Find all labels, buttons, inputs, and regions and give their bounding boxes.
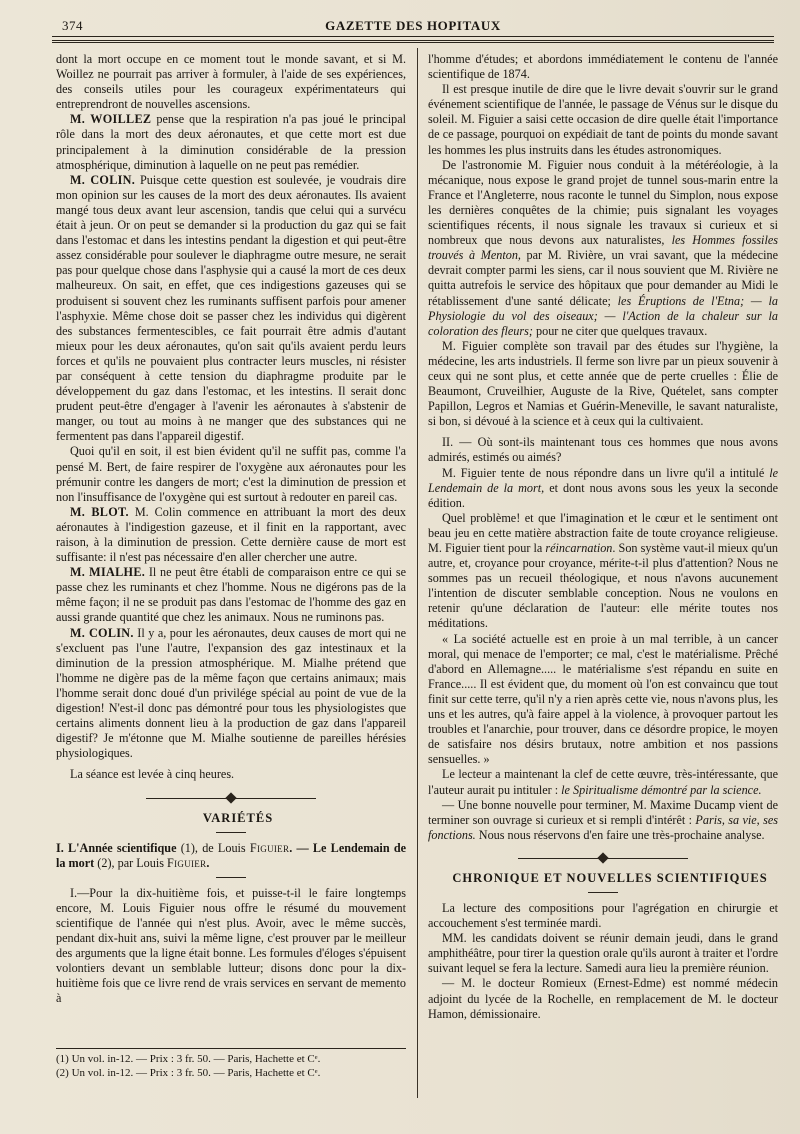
paragraph: « La société actuelle est en proie à un mal terrible, à un cancer moral, qui menace de l'emporter; ce mal, c'est le matérialisme. Prêché d'abord en Allemagne..... le matérialisme s'est répandu en suite en France..... Il est évident que, du moment où l'on est convaincu que tout finit sur cette terre, qu'il n'y a rien après cette vie, nous n'avons plus, les uns et les autres, qu'à faire appel à la violence, à provoquer partout les troubles et l'anarchie, pour trouver, dans ce désordre propice, le moyen de satisfaire nos désirs brutaux, notre ambition et nos passions sensuelles. » (428, 631, 778, 767)
paragraph: — Une bonne nouvelle pour terminer, M. Maxime Ducamp vient de terminer son ouvrage si curieux et si rempli d'intérêt : Paris, sa vie, ses fonctions. Nous nous réservons d'en faire une très-prochaine analyse. (428, 797, 778, 842)
paragraph: MM. les candidats doivent se réunir demain jeudi, dans le grand amphithéâtre, pour tirer la question orale qu'ils auront à traiter et l'ordre suivant lequel se fera la lecture. Samedi aura lieu la première réunion. (428, 931, 778, 976)
paragraph (56, 565, 406, 625)
paragraph: M. Figuier tente de nous répondre dans un livre qu'il a intitulé le Lendemain de la mort, et dont nous avons sous les yeux la seconde édition. (428, 465, 779, 510)
paragraph (56, 626, 406, 762)
page-header (52, 14, 774, 36)
paragraph: l'homme d'études; et abordons immédiatement le contenu de l'année scientifique de 1874. (428, 52, 778, 82)
paragraph: Quoi qu'il en soit, il est bien évident qu'il ne suffit pas, comme l'a pensé M. Bert, de faire respirer de l'oxygène aux aéronautes pour les prémunir contre les dangers de mort; c'est la diminution de pression et non l'insuffisance de l'oxygène qui est surtout à redouter en pareil cas. (56, 444, 406, 504)
paragraph: La lecture des compositions pour l'agrégation en chirurgie et accouchement s'est terminée mardi. (428, 900, 778, 931)
paragraph-text: Il y a, pour les aéronautes, deux causes de mort qui ne s'excluent pas l'une l'autre, l'expansion des gaz intestinaux et la diminution de la pression atmosphérique. M. Mialhe prétend que l'homme ne digère pas de la même façon que certains animaux; mais l'homme serait donc doué d'un privilége spécial au point de vue de la digestion! N'est-il donc pas démontré pour tous les physiologistes que certains aliments donnent lieu à la production de gaz dans l'appareil digestif? Je m'étonne que M. Mialhe soutienne de pareilles hérésies physiologiques. (56, 625, 406, 761)
paragraph: Il est presque inutile de dire que le livre devait s'ouvrir sur le grand événement scientifique de l'année, le passage de Vénus sur le disque du soleil. M. Figuier a saisi cette occasion de dire quelle était l'importance de ce passage, pourquoi on expédiait de tant de points du monde savant les hommes les plus instruits dans les études astronomiques. (428, 82, 778, 157)
footnotes (56, 1048, 406, 1080)
paragraph (56, 505, 406, 565)
paragraph: dont la mort occupe en ce moment tout le monde savant, et si M. Woillez ne pourrait pas arriver à formuler, à l'aide de ses expériences, des conseils utiles pour les courageux expérimentateurs qui entreprendront de nouvelles ascensions. (56, 52, 406, 112)
paragraph: Quel problème! et que l'imagination et le cœur et le sentiment ont beau jeu en cette matière abstraction faite de toute croyance religieuse. M. Figuier tient pour la réincarnation. Son système vaut-il mieux qu'un autre, et, croyance pour croyance, mérite-t-il plus d'attention? Nous ne sommes pas un recueil théologique, et nous n'avons aucunement l'intention de discuter semblable conception. Nous ne voulons en retenir qu'une déclaration de l'auteur: elle mérite toutes nos méditations. (428, 510, 779, 631)
paragraph (56, 112, 406, 172)
paragraph: M. Figuier complète son travail par des études sur l'hygiène, la médecine, les arts industriels. Il ferme son livre par un pieux souvenir à ceux qui ne sont plus, et cette année que de perte cruelles : Élie de Beaumont, Cruveilhier, Auguste de la Rive, Quételet, sans compter Papillon, Legros et Namias et Guérin-Meneville, le savant naturaliste, si bon, si dévoué à la science et à ceux qui la cultivaient. (428, 338, 778, 429)
left-column (56, 52, 406, 1092)
header-rule (52, 36, 774, 37)
title-rule (216, 877, 246, 878)
speaker-name: M. BLOT. (70, 504, 129, 519)
paragraph-text: Il ne peut être établi de comparaison entre ce qui se passe chez les ruminants et chez l'homme. Nous ne digérons pas de la même façon; il ne se produit pas dans l'estomac de l'homme des gaz en aussi grande quantité que chez les animaux. Nous ne ruminons pas. (56, 565, 406, 625)
paragraph: La séance est levée à cinq heures. (70, 767, 235, 782)
speaker-name: M. WOILLEZ (70, 112, 152, 127)
footnote: (2) Un vol. in-12. — Prix : 3 fr. 50. — Paris, Hachette et Cᵉ. (56, 1067, 321, 1079)
paragraph: I.—Pour la dix-huitième fois, et puisse-t-il le faire longtemps encore, M. Louis Figuier nous offre le résumé du mouvement scientifique de l'année qui n'est plus. Avoir, avec le même succès, pendant dix-huit ans, suivi la même ligne, c'est prouver par le meilleur des arguments que la ligne était bonne. Les formules d'éloges s'épuisent volontiers devant un semblable lutteur; disons donc pour la dix-huitième fois que ce livre rend de vrais services en servant de memento à (56, 885, 406, 1006)
paragraph-text: pense que la respiration n'a pas joué le principal rôle dans la mort des deux aéronautes, et que cette mort est due principalement à la diminution considérable de la pression atmosphérique, diminution à laquelle on ne peut pas remédier. (56, 112, 406, 172)
section-ornament (428, 853, 778, 863)
paragraph-text: M. Colin commence en attribuant la mort des deux aéronautes à l'indigestion gazeuse, et il finit en la rapportant, avec raison, à la diminution de pression. Cette dernière cause de mort est suffisante: il n'est pas nécessaire d'en aller chercher une autre. (56, 504, 406, 565)
section-ornament (56, 793, 406, 803)
paragraph (56, 173, 406, 445)
title-rule (216, 832, 246, 833)
paragraph-text: Puisque cette question est soulevée, je voudrais dire mon opinion sur les causes de la mort des deux aéronautes. Ils avaient mangé tous deux avant leur ascension, tandis que celui qui a survécu était à jeun. Or on peut se demander si la production du gaz qui se fait dans l'estomac et dans les intestins pendant la digestion et qui peut-être assez considérable pour soulever le diaphragme outre mesure, ne serait pas pour quelque chose dans l'asphysie qui a causé la mort de ces deux malheureux. On sait, en effet, que ces indigestions gazeuses qui se produisent si souvent chez les ruminants suffisent parfois pour amener l'asphyxie. Même chose doit se passer chez les individus qui digèrent des substances fermentescibles, ce fait pourrait être admis d'autant mieux pour les deux aéronautes, qu'on sait qu'ils avaient perdu leurs forces et qu'ils ne pouvaient plus contracter leurs muscles, ni résister par conséquent à cette tension du diaphragme produite par le développement du gaz dans l'estomac, et les intestins. Il serait donc prudent peut-être d'engager à l'avenir les aéronautes à s'abstenir de manger, ou tout au moins à ne manger que des substances qui ne fermentent pas dans l'appareil digestif. (56, 172, 406, 444)
speaker-name: M. MIALHE. (70, 565, 146, 580)
running-head: GAZETTE DES HOPITAUX (325, 18, 501, 33)
section-title: CHRONIQUE ET NOUVELLES SCIENTIFIQUES (452, 870, 768, 885)
speaker-name: M. COLIN. (70, 625, 134, 640)
article-title: I. L'Année scientifique (1), de Louis Figuier. — Le Lendemain de la mort (2), par Louis Figuier. (56, 840, 407, 870)
paragraph: De l'astronomie M. Figuier nous conduit à la météréologie, à la mécanique, nous expose le grand projet de tunnel sous-marin entre la France et l'Angleterre, nous raconte le tunnel du Simplon, nous expose les dernières conquêtes de la chimie; puis signalant les voyages scientifiques récents, il nous signale les travaux si curieux et si nombreux que nous devons aux naturalistes, les Hommes fossiles trouvés à Menton, par M. Rivière, un vrai savant, que la médecine devrait compter parmi les siens, car il nous souvient que M. Rivière ne quitta autrefois le service des hôpitaux que pour demander au Midi le rétablissement d'une santé délicate; les Éruptions de l'Etna; — la Physiologie du vol des oiseaux; — l'Action de la chaleur sur la coloration des fleurs; pour ne citer que quelques travaux. (428, 157, 779, 338)
section-title: VARIÉTÉS (202, 810, 274, 825)
paragraph: Le lecteur a maintenant la clef de cette œuvre, très-intéressante, que l'auteur aurait pu intituler : le Spiritualisme démontré par la science. (428, 767, 778, 797)
paragraph: II. — Où sont-ils maintenant tous ces hommes que nous avons admirés, estimés ou aimés? (428, 435, 778, 465)
page-number: 374 (62, 18, 83, 33)
header-double-rule (52, 40, 774, 43)
footnote-rule (56, 1048, 406, 1049)
title-rule (588, 892, 618, 893)
column-divider (417, 48, 418, 1098)
footnote: (1) Un vol. in-12. — Prix : 3 fr. 50. — Paris, Hachette et Cᵉ. (56, 1053, 321, 1065)
right-column (428, 52, 778, 1122)
speaker-name: M. COLIN. (70, 172, 136, 187)
paragraph: — M. le docteur Romieux (Ernest-Edme) est nommé médecin adjoint du lycée de la Rochelle, en remplacement de M. le docteur Hamon, démissionaire. (428, 976, 778, 1021)
